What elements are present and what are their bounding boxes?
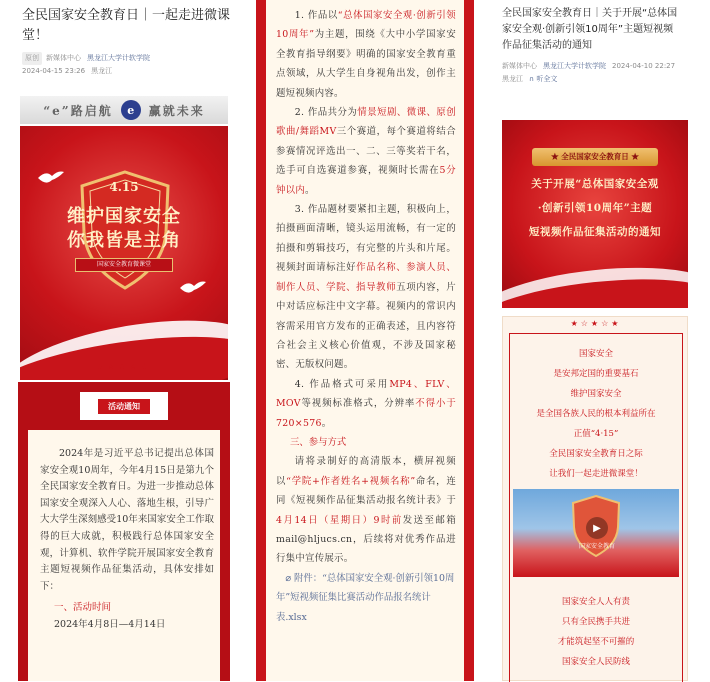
account-link[interactable]: 黑龙江大学计软学院	[543, 62, 606, 70]
headphones-icon: ∩	[529, 75, 537, 83]
hero-date: 4.15	[109, 180, 139, 194]
notice-body	[28, 430, 220, 681]
paperclip-icon: ⌀	[285, 572, 295, 584]
rules-body	[266, 0, 464, 681]
article-title: 全民国家安全教育日｜关于开展“总体国家安全观·创新引领10周年”主题短视频作品征集活动的通知	[502, 8, 678, 51]
publish-time: 2024-04-15 23:26	[22, 67, 86, 75]
card-line: 只有全民携手共进	[561, 617, 630, 627]
article-middle	[248, 0, 482, 681]
publish-time: 2024-04-10 22:27	[612, 62, 676, 70]
card-line: 国家安全人人有责	[561, 597, 630, 607]
article-meta	[0, 46, 248, 78]
article-title: 全民国家安全教育日｜一起走进微课堂！	[22, 8, 231, 43]
section-heading: 一、活动时间	[54, 602, 112, 614]
section-heading: 三、参与方式	[290, 436, 347, 448]
card-line: 维护国家安全	[570, 389, 622, 399]
attachment-link[interactable]: ⌀ 附件：“总体国家安全观·创新引领10周年”短视频征集比赛活动作品报名统计表.xlsx	[276, 572, 455, 623]
submission-instructions: 请将录制好的高清版本，横屏视频以“学院+作者姓名+视频名称”命名，连同《短视频作品征集活动报名统计表》于4月14日（星期日）9时前发送至邮箱mail@hljucs.cn，后续将对优秀作品进行集中宣传展示。	[276, 456, 456, 565]
hero-ribbon: 国家安全教育微课堂	[75, 258, 173, 272]
article-left	[0, 0, 248, 681]
notice-header-label: 活动通知	[98, 399, 150, 414]
card-line: 国家安全人民防线	[561, 657, 630, 667]
author: 新媒体中心	[502, 62, 537, 70]
stars-divider: ★☆★☆★	[96, 362, 152, 371]
video-label: 国家安全教育	[579, 543, 616, 550]
banner-left-text: “e”路启航	[43, 103, 113, 118]
hero-line2: ·创新引领10周年”主题	[537, 202, 653, 214]
hero-poster	[20, 126, 228, 380]
hero-line1: 关于开展“总体国家安全观	[531, 178, 659, 190]
card-line: 正值“4·15”	[573, 429, 619, 439]
rule-4: 4. 作品格式可采用MP4、FLV、MOV等视频标准格式，分辨率不得小于720×576。	[276, 378, 456, 429]
hero-line3: 短视频作品征集活动的通知	[529, 226, 661, 238]
article-meta	[482, 54, 710, 86]
activity-time: 2024年4月8日—4月14日	[54, 619, 166, 631]
video-player[interactable]	[513, 489, 679, 577]
account-link[interactable]: 黑龙江大学计软学院	[87, 54, 150, 62]
hero-line2: 你我皆是主角	[67, 230, 181, 251]
listen-button[interactable]: ∩ 听全文	[529, 75, 558, 83]
banner-right-text: 赢就未来	[148, 103, 205, 118]
location: 黑龙江	[91, 67, 113, 75]
hero-poster	[502, 120, 688, 308]
card-line: 让我们一起走进微课堂！	[549, 469, 643, 479]
hero-line1: 维护国家安全	[67, 206, 181, 227]
stars-divider: ★☆★☆★	[570, 319, 622, 328]
card-line: 是全国各族人民的根本利益所在	[536, 409, 656, 419]
rule-2: 2. 作品共分为情景短剧、微课、原创歌曲/舞蹈MV三个赛道，每个赛道将结合参赛情况评选出一、二、三等奖若干名，选手可自选赛道参赛，视频时长需在5分钟以内。	[276, 107, 456, 196]
hero-badge: ★ 全民国家安全教育日 ★	[532, 148, 658, 166]
card-line: 国家安全	[578, 349, 613, 359]
intro-card	[502, 316, 688, 681]
dove-icon	[180, 280, 206, 296]
rule-1: 1. 作品以“总体国家安全观·创新引领10周年”为主题，围绕《大中小学国家安全教育指导纲要》明确的国家安全教育重点领域，从大学生自身视角出发，创作主题短视频内容。	[276, 10, 456, 99]
notice-intro: 2024年是习近平总书记提出总体国家安全观10周年，今年4月15日是第九个全民国家安全教育日。为进一步推动总体国家安全观深入人心、落地生根，引导广大大学生深刻感受10年来国家安全工作取得的巨大成就，积极践行总体国家安全观，计算机、软件学院开展国家安全教育主题短视频作品征集活动，具体安排如下：	[40, 448, 214, 592]
rule-3: 3. 作品题材要紧扣主题，积极向上，拍摄画面清晰，镜头运用流畅，有一定的拍摄和剪辑技巧，有完整的片头和片尾。视频封面请标注好作品名称、参演人员、制作人员、学院、指导教师五项内容，片中对话应标注中文字幕。视频内的常识内容需采用官方发布的正确表述，且内容符合社会主义核心价值观，不涉及国家秘密、无版权问题。	[276, 204, 456, 371]
college-logo-icon: e	[121, 100, 141, 120]
notice-header	[80, 392, 168, 420]
author: 新媒体中心	[46, 54, 81, 62]
brand-banner	[20, 96, 228, 124]
card-line: 是安邦定国的重要基石	[553, 369, 639, 379]
play-icon[interactable]: ▶	[586, 517, 608, 539]
card-line: 才能筑起坚不可摧的	[557, 637, 635, 647]
card-line: 全民国家安全教育日之际	[549, 449, 643, 459]
location: 黑龙江	[502, 75, 523, 83]
notice-card	[18, 382, 230, 681]
original-tag: 原创	[22, 52, 42, 65]
